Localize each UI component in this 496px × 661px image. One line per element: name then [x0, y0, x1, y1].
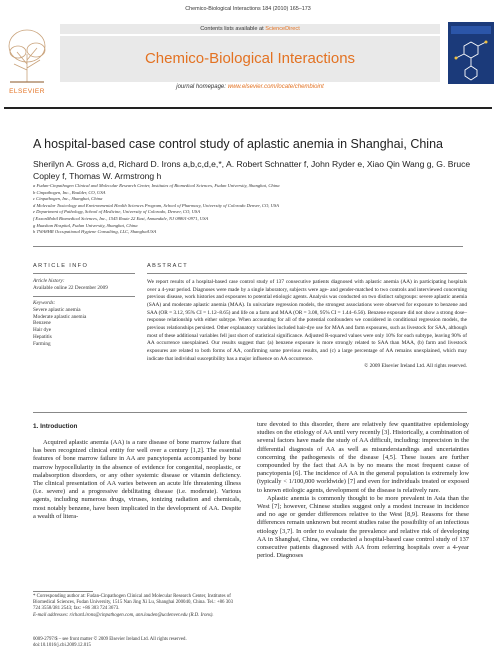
homepage-prefix: journal homepage: — [176, 84, 228, 90]
keywords-label: Keywords: — [33, 300, 56, 306]
contents-banner — [60, 24, 440, 34]
affiliation: h TWA8HR Occupational Hygiene Consulting, LLC, ShanghaiUSA — [33, 229, 157, 235]
affiliation: g Huashan Hospital, Fudan University, Shanghai, China — [33, 222, 138, 228]
divider — [147, 273, 467, 274]
history-label: Article history: — [33, 278, 65, 284]
journal-title: Chemico-Biological Interactions — [60, 36, 440, 82]
affiliation: c Cinpathogen, Inc., Shanghai, China — [33, 196, 103, 202]
section-heading: 1. Introduction — [33, 423, 78, 430]
affiliations — [33, 183, 473, 236]
affiliation: e Department of Pathology, School of Medicine, University of Colorado, Denver, CO, USA — [33, 209, 201, 215]
intro-column-right — [257, 421, 469, 560]
footnote-rule — [33, 591, 93, 592]
article-title: A hospital-based case control study of aplastic anemia in Shanghai, China — [33, 137, 443, 151]
intro-column-left: Acquired aplastic anemia (AA) is a rare disease of bone marrow failure that has been recognized clinical entity for well over a century [1,2]. The essential features of bone marrow failure in AA are pancytopenia accompanied by bone marrow hypocellularity in the absence of evidence for congenital, neoplastic, or malabsorption disorders, or any other systemic disease or vitamin deficiency. The clinical presentation of AA varies between an acute life threatening illness (i.e. severe) and a progressive debilitating disease (i.e. moderate). Various agents, including numerous drugs, viruses, ionizing radiation and chemicals, most notably benzene, have been implicated in the development of AA. Despite a wealth of litera- — [33, 439, 241, 520]
contents-prefix: Contents lists available at — [200, 26, 266, 32]
affiliation: a Fudan-Cinpathogen Clinical and Molecular Research Center, Institutes of Biomedical Sciences, Fudan University, Shanghai, China — [33, 183, 280, 188]
affiliation: f ExxonMobil Biomedical Sciences, Inc., 1545 Route 22 East, Annandale, NJ 08801-0971, USA — [33, 215, 209, 221]
paragraph: Aplastic anemia is commonly thought to be more prevalent in Asia than the West [7]; however, Chinese studies suggest only a modest increase in incidence and no age or gender differences relative to the West [8,9]. Reasons for these differences remain unknown but recent studies raise the possibility of an infectious etiology [3,7]. In order to evaluate the prevalence and relative risk of developing AA in Shanghai, China, we conducted a hospital-based case control study of 137 consecutive patients diagnosed with AA from referring hospitals over a 4-year period. Diagnoses — [257, 494, 469, 560]
keyword: Hair dye — [33, 327, 52, 334]
article-info-heading: ARTICLE INFO — [33, 263, 89, 269]
paragraph: ture devoted to this disorder, there are relatively few quantitative epidemiology studies on the etiology of AA until very recently [3]. Historically, a combination of several factors have made the study of AA difficult, including: imprecision in the differential diagnosis of AA as well as misunderstandings and uncertainties concerning the pathogenesis of the disease [4,5]. These issues are further compounded by the fact that AA is by no means the most frequent cause of pancytopenia [6]. The incidence of AA in the general population is extremely low (typically < 1/100,000 worldwide) [7] and even for individuals treated or exposed to known etiologic agents, development of the disease is relatively rare. — [257, 421, 469, 494]
affiliation: b Cinpathogen, Inc., Boulder, CO, USA — [33, 189, 106, 195]
corresponding-author: * Corresponding author at: Fudan-Cinpathogen Clinical and Molecular Research Center, Institutes of Biomedical Sciences, Fudan University, 1515 Nan Jing Xi Lu, Shanghai 200040, China. Tel.: +86 303 724 3558/381 2543; fax: +86 303 724 3673. — [33, 594, 234, 612]
affiliation: d Molecular Toxicology and Environmental Health Sciences Program, School of Pharmacy, University of Colorado Denver, CO, USA — [33, 202, 279, 208]
abstract-copyright: © 2009 Elsevier Ireland Ltd. All rights reserved. — [364, 363, 467, 370]
divider — [33, 246, 463, 247]
history-value: Available online 22 December 2009 — [33, 284, 108, 291]
header-rule — [4, 107, 492, 109]
keyword: Moderate aplastic anemia — [33, 313, 87, 320]
footnote — [33, 594, 241, 619]
abstract-text — [147, 279, 467, 371]
keyword: Benzene — [33, 320, 51, 327]
abstract-body: We report results of a hospital-based case control study of 137 consecutive patients diagnosed with aplastic anemia (AA) in participating hospitals over a 4-year period. Diagnoses were made by a single laboratory, subjects were age- and gender-matched to two controls and interviewed concerning previous disease, work histories and exposures to potential etiologic agents. Analysis was conducted on two distinct subgroups: severe aplastic anemia (SAA) and moderate aplastic anemia (MAA). In univariate regression models, the strongest associations were observed for exposure to benzene and SAA (OR = 3.12, 95% CI = 1.12–8.65) and life on a farm and MAA (OR = 3.08, 95% CI = 1.44–6.56). Benzene exposure did not show a strong dose–response relationship with either subtype. When accounting for all of the potential confounders we considered in conditional regression models, the previous relationships persisted. Other explanatory variables included hair-dye use for MAA and farm exposures, such as livestock for SAA, although most of these additional variables fell just short of statistical significance. Adjusted R-squared values were only 10% for each subtype, leaving 90% of AA occurrence unexplained. Our results suggest that: (a) benzene exposure is more strongly related to SAA than MAA, (b) farm and livestock exposures are related to both forms of AA, confirming some previous results, and (c) a large percentage of AA remains unexplained, which may indicate that individual susceptibility has a major influence on AA occurrence. — [147, 279, 467, 362]
keyword: Severe aplastic anemia — [33, 306, 81, 313]
page-footer — [33, 637, 187, 649]
divider — [33, 273, 135, 274]
homepage-link[interactable]: www.elsevier.com/locate/chembioint — [227, 84, 324, 90]
doi-link[interactable]: doi:10.1016/j.cbi.2009.12.015 — [33, 643, 91, 649]
journal-homepage — [60, 84, 440, 90]
elsevier-tree-logo — [2, 24, 52, 96]
journal-citation: Chemico-Biological Interactions 184 (2010) 165–173 — [185, 6, 311, 12]
email-addresses[interactable]: E-mail addresses: richard.irons@cinpathogen.com, ann.louden@ucdenver.edu (R.D. Irons). — [33, 612, 214, 618]
publisher-logo-text: ELSEVIER — [9, 88, 45, 95]
keyword: Farming — [33, 340, 51, 347]
front-matter-line: 0009-2797/$ – see front matter © 2009 Elsevier Ireland Ltd. All rights reserved. — [33, 637, 187, 642]
keywords-block — [33, 300, 138, 348]
divider — [33, 412, 467, 413]
author-list: Sherilyn A. Gross a,d, Richard D. Irons a,b,c,d,e,*, A. Robert Schnatter f, John Ryder e, Xiao Qin Wang g, G. Bruce Copley f, Thomas W. Armstrong h — [33, 159, 471, 181]
sciencedirect-link[interactable]: ScienceDirect — [265, 26, 300, 32]
journal-cover-image — [448, 22, 494, 84]
keyword: Hepatitis — [33, 333, 52, 340]
divider — [33, 296, 135, 297]
abstract-heading: ABSTRACT — [147, 263, 189, 269]
article-history — [33, 278, 138, 292]
